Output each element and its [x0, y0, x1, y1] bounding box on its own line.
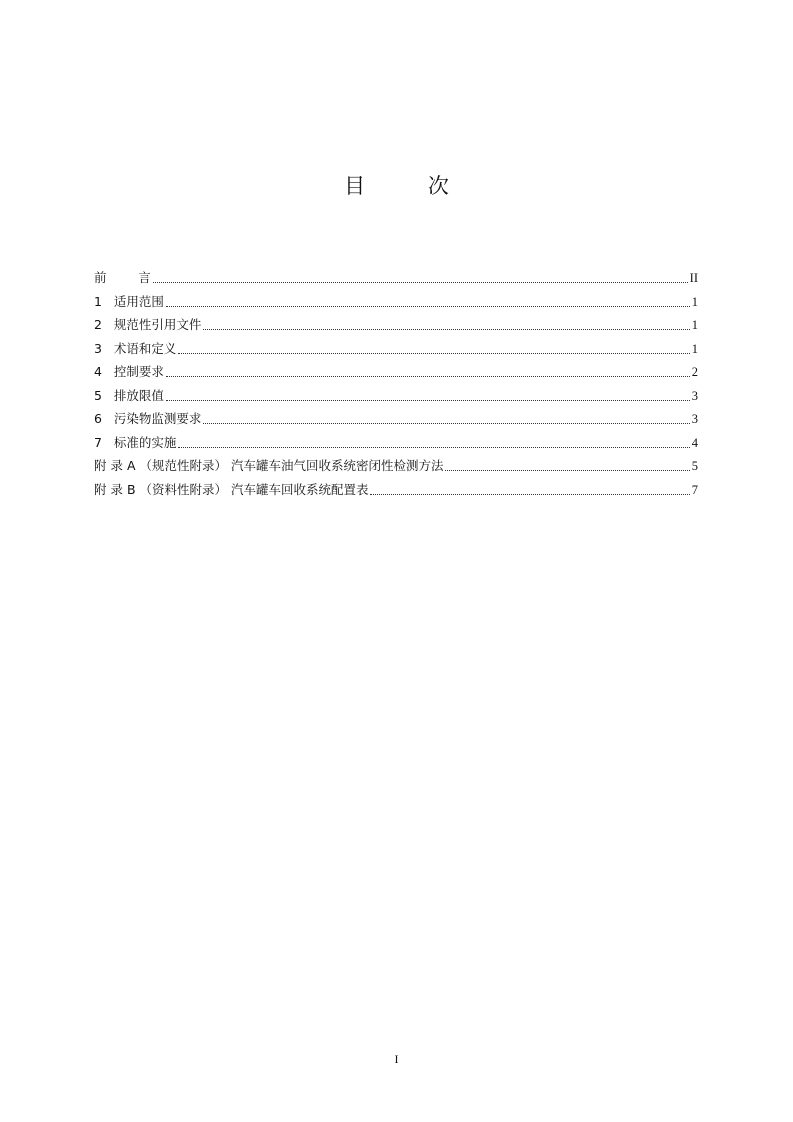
- toc-entry-label: 附 录 B （资料性附录） 汽车罐车回收系统配置表: [94, 481, 369, 497]
- toc-entry-monitoring-requirements[interactable]: [94, 407, 698, 431]
- toc-entry-emission-limits[interactable]: [94, 384, 698, 408]
- toc-entry-page: 2: [691, 365, 698, 379]
- toc-entry-page: 3: [691, 412, 698, 426]
- toc-entry-label: 5 排放限值: [94, 387, 164, 403]
- toc-dot-leader: [370, 494, 689, 495]
- toc-dot-leader: [203, 329, 689, 330]
- toc-entry-label: 附 录 A （规范性附录） 汽车罐车油气回收系统密闭性检测方法: [94, 458, 444, 473]
- toc-entry-page: 4: [691, 435, 698, 450]
- page-number: I: [394, 1052, 399, 1066]
- toc-entry-label: 前 言: [94, 270, 151, 285]
- page-title-text: 目 次: [344, 174, 477, 198]
- page-title: [0, 170, 793, 200]
- toc-dot-leader: [203, 423, 689, 424]
- toc-entry-label: 4 控制要求: [94, 364, 164, 379]
- table-of-contents: [94, 266, 698, 501]
- toc-dot-leader: [445, 470, 689, 471]
- toc-entry-page: II: [689, 271, 698, 285]
- toc-dot-leader: [166, 376, 690, 377]
- toc-entry-page: 7: [691, 482, 698, 497]
- toc-entry-label: 7 标准的实施: [94, 434, 177, 450]
- toc-entry-label: 6 污染物监测要求: [94, 411, 202, 426]
- toc-entry-label: 1 适用范围: [94, 293, 164, 309]
- toc-entry-label: 2 规范性引用文件: [94, 317, 202, 332]
- toc-entry-normative-references[interactable]: [94, 313, 698, 337]
- toc-dot-leader: [153, 282, 688, 283]
- toc-entry-page: 5: [691, 459, 698, 473]
- toc-entry-scope[interactable]: [94, 290, 698, 314]
- toc-entry-label: 3 术语和定义: [94, 340, 177, 356]
- toc-dot-leader: [166, 400, 690, 401]
- toc-entry-foreword[interactable]: [94, 266, 698, 290]
- toc-entry-page: 3: [691, 388, 698, 403]
- page-footer: [0, 1052, 793, 1067]
- toc-dot-leader: [166, 306, 690, 307]
- toc-entry-page: 1: [691, 318, 698, 332]
- toc-dot-leader: [178, 447, 689, 448]
- toc-entry-page: 1: [691, 294, 698, 309]
- toc-entry-appendix-a[interactable]: [94, 454, 698, 478]
- toc-entry-control-requirements[interactable]: [94, 360, 698, 384]
- toc-entry-terms-definitions[interactable]: [94, 337, 698, 361]
- toc-entry-page: 1: [691, 341, 698, 356]
- toc-entry-implementation[interactable]: [94, 431, 698, 455]
- toc-dot-leader: [178, 353, 689, 354]
- toc-entry-appendix-b[interactable]: [94, 478, 698, 502]
